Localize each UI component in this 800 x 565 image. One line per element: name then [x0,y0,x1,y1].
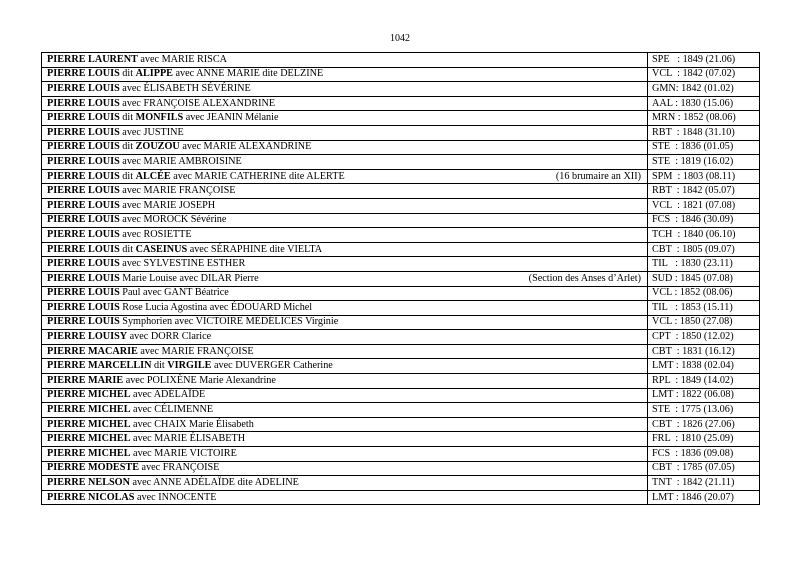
commune-date-cell: FCS : 1846 (30.09) [648,213,760,228]
commune-date-cell: TIL : 1830 (23.11) [648,257,760,272]
table-row [42,374,760,389]
couple-names-cell [42,67,648,82]
table-row [42,417,760,432]
table-row [42,403,760,418]
table-row [42,359,760,374]
couple-names-cell [42,198,648,213]
commune-date-cell: RBT : 1848 (31.10) [648,125,760,140]
name-segment: avec MARIE JOSEPH [119,199,216,211]
commune-date-cell: VCL : 1821 (07.08) [648,198,760,213]
name-bold-segment: PIERRE MODESTE [47,462,139,474]
commune-date-cell: LMT : 1838 (02.04) [648,359,760,374]
couple-names-cell [42,228,648,243]
table-row [42,140,760,155]
table-row [42,67,760,82]
table-row [42,476,760,491]
commune-date-cell: LMT : 1822 (06.08) [648,388,760,403]
couple-names-cell [42,257,648,272]
commune-date-cell: VCL : 1852 (08.06) [648,286,760,301]
commune-date-cell: VCL : 1850 (27.08) [648,315,760,330]
commune-date-cell: CBT : 1826 (27.06) [648,417,760,432]
name-segment: avec DUVERGER Catherine [211,360,333,372]
table-row [42,198,760,213]
name-bold-segment: PIERRE NELSON [47,477,130,489]
commune-date-cell: GMN: 1842 (01.02) [648,82,760,97]
name-bold-segment: PIERRE LOUIS [47,97,120,109]
table-row [42,301,760,316]
table-row [42,96,760,111]
name-segment: avec JUSTINE [119,126,184,138]
name-bold-segment: PIERRE LOUISY [47,331,128,343]
couple-names-cell [42,432,648,447]
name-bold-segment: ZOUZOU [135,141,180,153]
marriage-register-table [41,52,760,505]
table-row [42,111,760,126]
commune-date-cell: CBT : 1805 (09.07) [648,242,760,257]
commune-date-cell: RPL : 1849 (14.02) [648,374,760,389]
couple-names-cell [42,242,648,257]
name-bold-segment: PIERRE MACARIE [47,345,138,357]
commune-date-cell: SPE : 1849 (21.06) [648,53,760,68]
couple-names-cell [42,286,648,301]
table-row [42,447,760,462]
couple-names-cell [42,111,648,126]
commune-date-cell: STE : 1836 (01.05) [648,140,760,155]
name-segment: avec MARIE RISCA [137,53,227,65]
couple-names-cell [42,417,648,432]
name-segment: dit [119,112,136,124]
name-segment: avec ANNE ADÉLAÏDE dite ADELINE [129,477,299,489]
commune-date-cell: LMT : 1846 (20.07) [648,490,760,505]
commune-date-cell: CPT : 1850 (12.02) [648,330,760,345]
table-row [42,184,760,199]
name-segment: avec ÉLISABETH SÉVÉRINE [119,82,251,94]
name-segment: Paul avec GANT Béatrice [119,287,229,299]
commune-date-cell: RBT : 1842 (05.07) [648,184,760,199]
table-row [42,388,760,403]
couple-names-cell [42,490,648,505]
table-row [42,169,760,184]
name-segment: avec CHAIX Marie Élisabeth [130,418,254,430]
name-bold-segment: PIERRE LOUIS [47,287,120,299]
name-bold-segment: PIERRE LOUIS [47,82,120,94]
couple-names-cell [42,461,648,476]
name-bold-segment: CASEINUS [135,243,188,255]
table-row [42,155,760,170]
name-bold-segment: PIERRE LOUIS [47,141,120,153]
name-segment: Marie Louise avec DILAR Pierre [119,272,259,284]
name-bold-segment: PIERRE LOUIS [47,126,120,138]
couple-names-cell [42,82,648,97]
row-note: (Section des Anses d’Arlet) [528,272,641,284]
couple-names-cell [42,330,648,345]
couple-names-cell [42,388,648,403]
couple-names-cell [42,447,648,462]
commune-date-cell: MRN : 1852 (08.06) [648,111,760,126]
couple-names-cell [42,271,648,286]
couple-names-cell [42,374,648,389]
name-segment: Rose Lucia Agostina avec ÉDOUARD Michel [119,301,313,313]
name-segment: dit [119,141,136,153]
page-number: 1042 [390,33,410,44]
name-bold-segment: MONFILS [135,112,184,124]
table-row [42,344,760,359]
name-segment: avec ROSIETTE [119,228,192,240]
name-segment: dit [119,243,136,255]
name-segment: avec SÉRAPHINE dite VIELTA [187,243,323,255]
name-segment: avec SYLVESTINE ESTHER [119,258,246,270]
name-bold-segment: PIERRE LOUIS [47,68,120,80]
name-bold-segment: PIERRE MICHEL [47,418,131,430]
commune-date-cell: STE : 1775 (13.06) [648,403,760,418]
table-row [42,330,760,345]
commune-date-cell: TNT : 1842 (21.11) [648,476,760,491]
name-bold-segment: PIERRE MICHEL [47,447,131,459]
commune-date-cell: TCH : 1840 (06.10) [648,228,760,243]
name-segment: dit [119,170,136,182]
name-bold-segment: PIERRE LOUIS [47,214,120,226]
table-row [42,53,760,68]
couple-names-cell [42,403,648,418]
commune-date-cell: CBT : 1785 (07.05) [648,461,760,476]
table-row [42,461,760,476]
name-bold-segment: PIERRE LOUIS [47,170,120,182]
couple-names-cell [42,155,648,170]
commune-date-cell: SUD : 1845 (07.08) [648,271,760,286]
name-bold-segment: PIERRE LOUIS [47,272,120,284]
name-bold-segment: PIERRE LOUIS [47,112,120,124]
couple-names-cell [42,359,648,374]
commune-date-cell: FCS : 1836 (09.08) [648,447,760,462]
name-bold-segment: PIERRE LOUIS [47,185,120,197]
name-segment: avec MARIE FRANÇOISE [119,185,236,197]
name-segment: dit [151,360,168,372]
table-row [42,271,760,286]
name-segment: avec MARIE ALEXANDRINE [179,141,312,153]
table-row [42,257,760,272]
table-row [42,82,760,97]
name-segment: dit [119,68,136,80]
name-segment: avec ANNE MARIE dite DELZINE [172,68,324,80]
name-segment: avec MARIE AMBROISINE [119,155,242,167]
name-segment: Symphorien avec VICTOIRE MÉDÉLICES Virginie [119,316,339,328]
table-row [42,286,760,301]
couple-names-cell [42,96,648,111]
table-row [42,228,760,243]
couple-names-cell [42,169,648,184]
couple-names-cell [42,140,648,155]
couple-names-cell [42,344,648,359]
table-row [42,315,760,330]
name-bold-segment: PIERRE MARCELLIN [47,360,152,372]
name-bold-segment: PIERRE LOUIS [47,228,120,240]
name-bold-segment: PIERRE LOUIS [47,301,120,313]
name-bold-segment: PIERRE LOUIS [47,199,120,211]
name-segment: avec JEANIN Mélanie [183,112,279,124]
table-row [42,432,760,447]
name-segment: avec MARIE CATHERINE dite ALERTE [170,170,345,182]
commune-date-cell: TIL : 1853 (15.11) [648,301,760,316]
row-note: (16 brumaire an XII) [555,170,641,182]
name-bold-segment: PIERRE LOUIS [47,316,120,328]
name-segment: avec MARIE ÉLISABETH [130,433,246,445]
commune-date-cell: CBT : 1831 (16.12) [648,344,760,359]
name-segment: avec CÉLIMENNE [130,404,214,416]
table-row [42,125,760,140]
name-segment: avec POLIXÈNE Marie Alexandrine [123,374,276,386]
name-segment: avec MARIE FRANÇOISE [137,345,254,357]
commune-date-cell: SPM : 1803 (08.11) [648,169,760,184]
name-bold-segment: PIERRE LAURENT [47,53,138,65]
name-segment: avec ADÉLAÏDE [130,389,206,401]
commune-date-cell: STE : 1819 (16.02) [648,155,760,170]
name-bold-segment: ALCÉE [135,170,171,182]
commune-date-cell: FRL : 1810 (25.09) [648,432,760,447]
couple-names-cell [42,125,648,140]
couple-names-cell [42,184,648,199]
register-body [42,53,760,505]
name-bold-segment: ALIPPE [135,68,173,80]
table-row [42,490,760,505]
couple-names-cell [42,53,648,68]
table-row [42,242,760,257]
name-segment: avec FRANÇOISE ALEXANDRINE [119,97,276,109]
name-segment: avec MOROCK Sévérine [119,214,227,226]
couple-names-cell [42,301,648,316]
name-segment: avec FRANÇOISE [139,462,220,474]
name-segment: avec MARIE VICTOIRE [130,447,237,459]
name-segment: avec INNOCENTE [134,491,217,503]
commune-date-cell: VCL : 1842 (07.02) [648,67,760,82]
commune-date-cell: AAL : 1830 (15.06) [648,96,760,111]
table-row [42,213,760,228]
name-bold-segment: PIERRE LOUIS [47,243,120,255]
name-bold-segment: PIERRE NICOLAS [47,491,135,503]
name-bold-segment: PIERRE MARIE [47,374,124,386]
name-bold-segment: VIRGILE [167,360,212,372]
couple-names-cell [42,213,648,228]
name-segment: avec DORR Clarice [127,331,212,343]
name-bold-segment: PIERRE LOUIS [47,155,120,167]
name-bold-segment: PIERRE MICHEL [47,433,131,445]
couple-names-cell [42,476,648,491]
couple-names-cell [42,315,648,330]
name-bold-segment: PIERRE LOUIS [47,258,120,270]
name-bold-segment: PIERRE MICHEL [47,404,131,416]
name-bold-segment: PIERRE MICHEL [47,389,131,401]
